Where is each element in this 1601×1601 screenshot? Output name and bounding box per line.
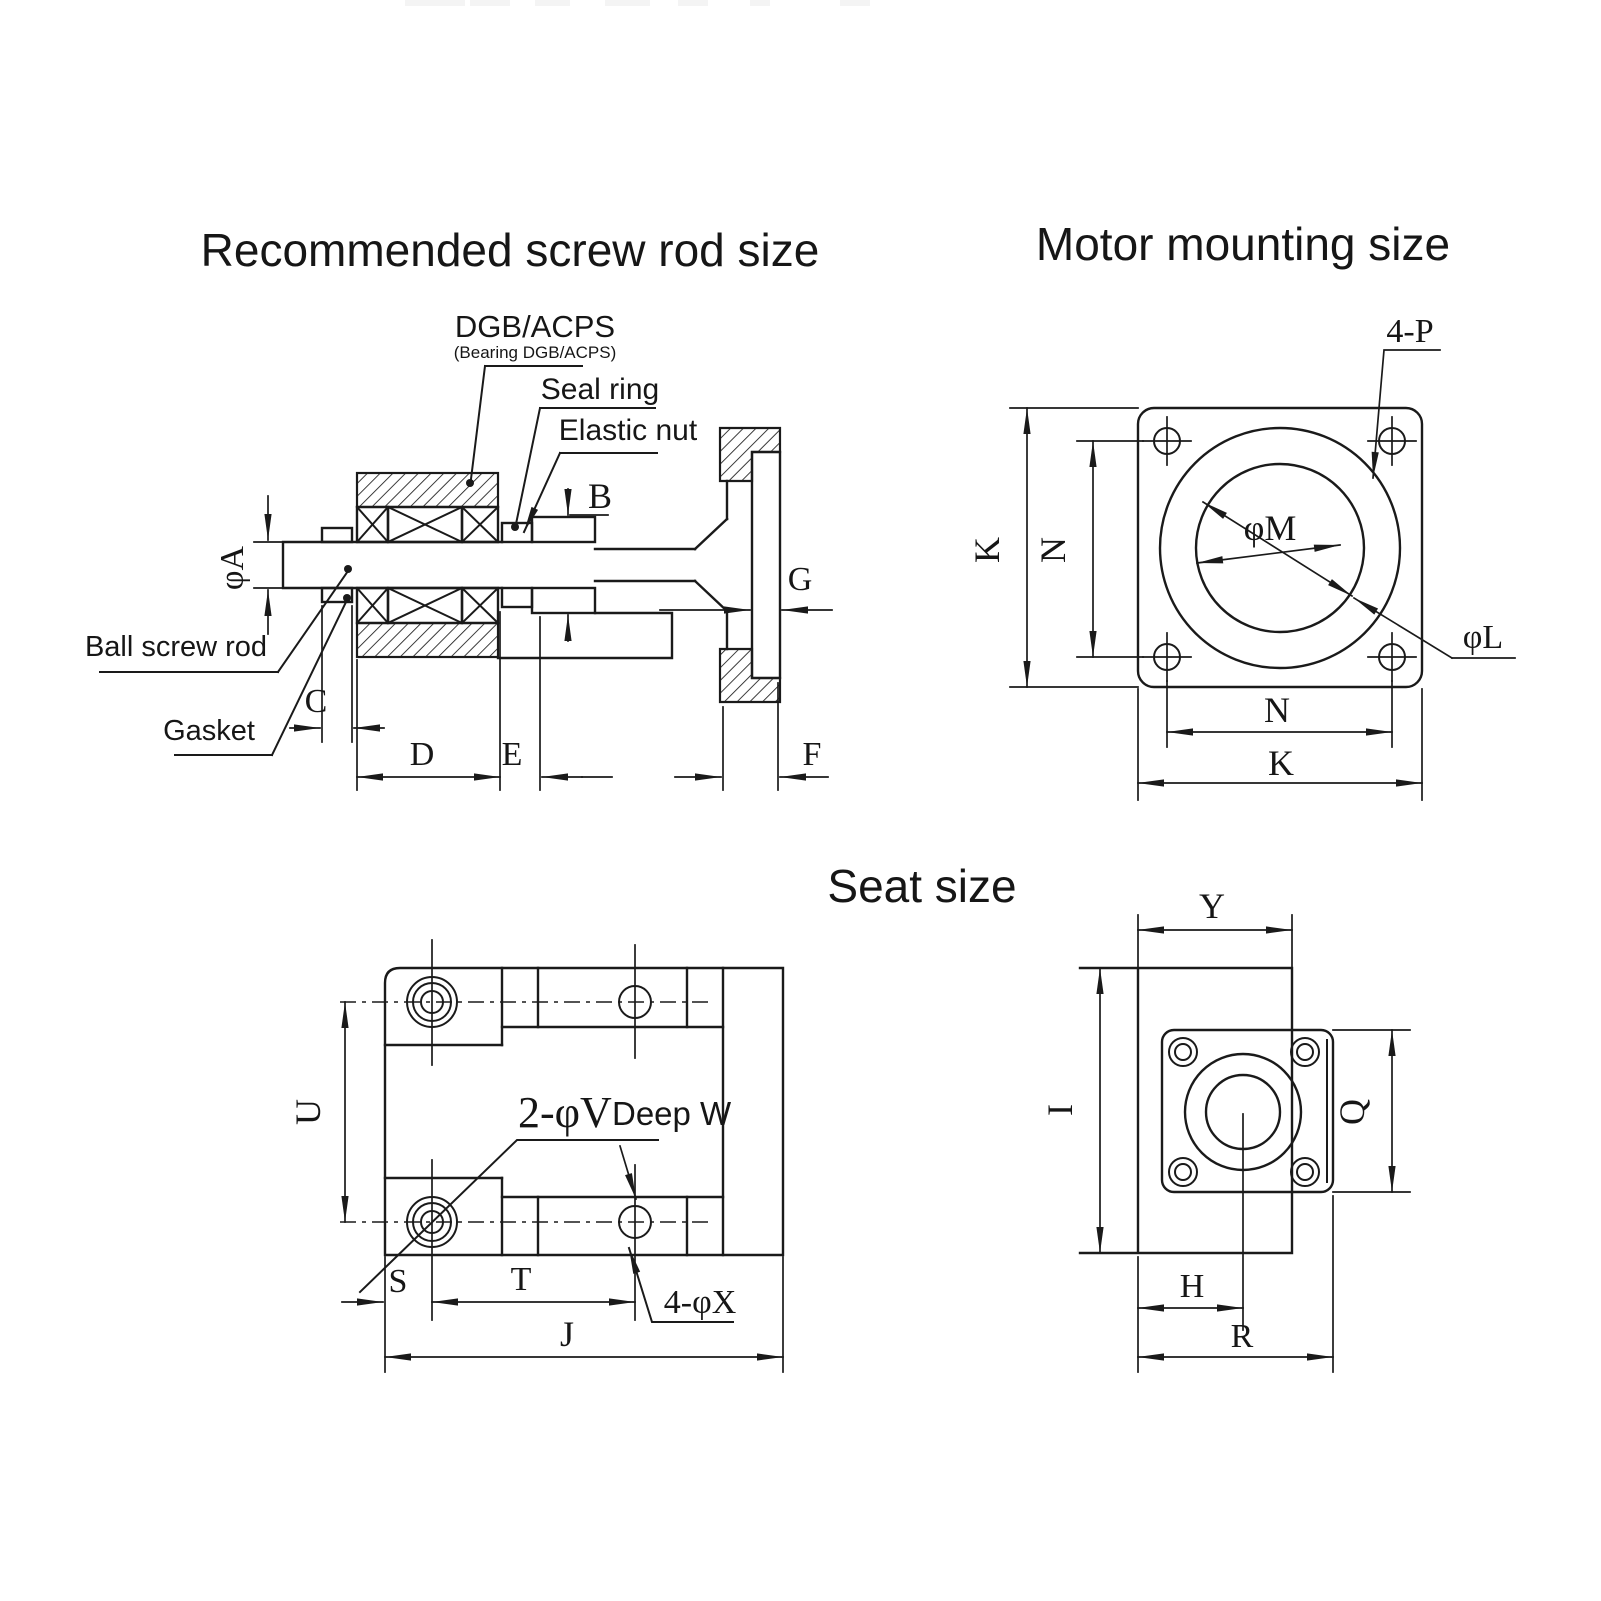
bearing-sub-label: (Bearing DGB/ACPS) bbox=[453, 343, 617, 362]
seat-top-view bbox=[288, 940, 783, 1372]
dim-label-j: J bbox=[559, 1314, 575, 1354]
title-screw-rod-size: Recommended screw rod size bbox=[200, 224, 820, 276]
elastic-nut-label: Elastic nut bbox=[558, 414, 698, 447]
dim-label-k-side: K bbox=[967, 537, 1007, 563]
flange-bolt-hole bbox=[1169, 1038, 1319, 1186]
dim-label-t: T bbox=[510, 1261, 532, 1298]
mounting-hole bbox=[1143, 417, 1191, 465]
dim-label-e: E bbox=[501, 736, 523, 773]
dim-label-4p: 4-P bbox=[1386, 313, 1434, 350]
dim-label-s: S bbox=[388, 1263, 408, 1300]
cropped-text-artifact bbox=[405, 0, 870, 6]
elastic-nut-shape bbox=[532, 517, 595, 613]
dim-label-n-side: N bbox=[1033, 537, 1073, 563]
dim-label-c: C bbox=[304, 683, 328, 720]
dim-label-f: F bbox=[802, 736, 822, 773]
dim-label-b: B bbox=[587, 476, 613, 516]
seat-front-view bbox=[1040, 886, 1410, 1372]
bore-circle bbox=[1196, 464, 1364, 632]
seal-ring-label: Seal ring bbox=[540, 373, 660, 406]
dim-label-phi-l: φL bbox=[1462, 619, 1504, 656]
dim-label-y: Y bbox=[1199, 886, 1225, 926]
gasket-label: Gasket bbox=[163, 715, 255, 747]
leader-dot bbox=[344, 565, 352, 573]
dim-label-2phiV: 2-φV bbox=[518, 1088, 612, 1137]
dim-label-deep-w: Deep W bbox=[612, 1095, 732, 1132]
title-motor-mounting-size: Motor mounting size bbox=[1035, 218, 1451, 270]
ball-screw-rod-label: Ball screw rod bbox=[84, 631, 268, 663]
dim-label-h: H bbox=[1179, 1268, 1205, 1305]
dim-label-i: I bbox=[1040, 1104, 1080, 1116]
dim-label-phi-m: φM bbox=[1243, 508, 1297, 548]
mounting-hole bbox=[1368, 633, 1416, 681]
dim-label-4phiX: 4-φX bbox=[663, 1284, 737, 1321]
leader-dot bbox=[466, 479, 474, 487]
title-seat-size: Seat size bbox=[827, 860, 1017, 912]
gasket-shape bbox=[322, 528, 352, 602]
dim-label-k-bottom: K bbox=[1268, 743, 1294, 783]
seal-ring-shape bbox=[502, 523, 532, 607]
dim-label-u: U bbox=[288, 1099, 328, 1125]
dim-label-g: G bbox=[787, 561, 813, 598]
mounting-hole bbox=[1143, 633, 1191, 681]
leader-dot bbox=[511, 523, 519, 531]
dim-label-r: R bbox=[1230, 1318, 1254, 1355]
ball-screw-rod-shape bbox=[254, 542, 502, 588]
part-labels bbox=[85, 309, 698, 755]
leader-dot bbox=[343, 594, 351, 602]
motor-mounting-view bbox=[967, 313, 1515, 800]
screw-rod-section-view bbox=[85, 309, 832, 790]
bearing-housing-shape bbox=[357, 473, 498, 657]
dim-label-q: Q bbox=[1332, 1099, 1372, 1125]
bearing-label: DGB/ACPS bbox=[454, 309, 616, 344]
dim-label-n-bottom: N bbox=[1264, 690, 1290, 730]
dim-label-phi-a: φA bbox=[214, 545, 251, 591]
dim-label-d: D bbox=[409, 736, 435, 773]
